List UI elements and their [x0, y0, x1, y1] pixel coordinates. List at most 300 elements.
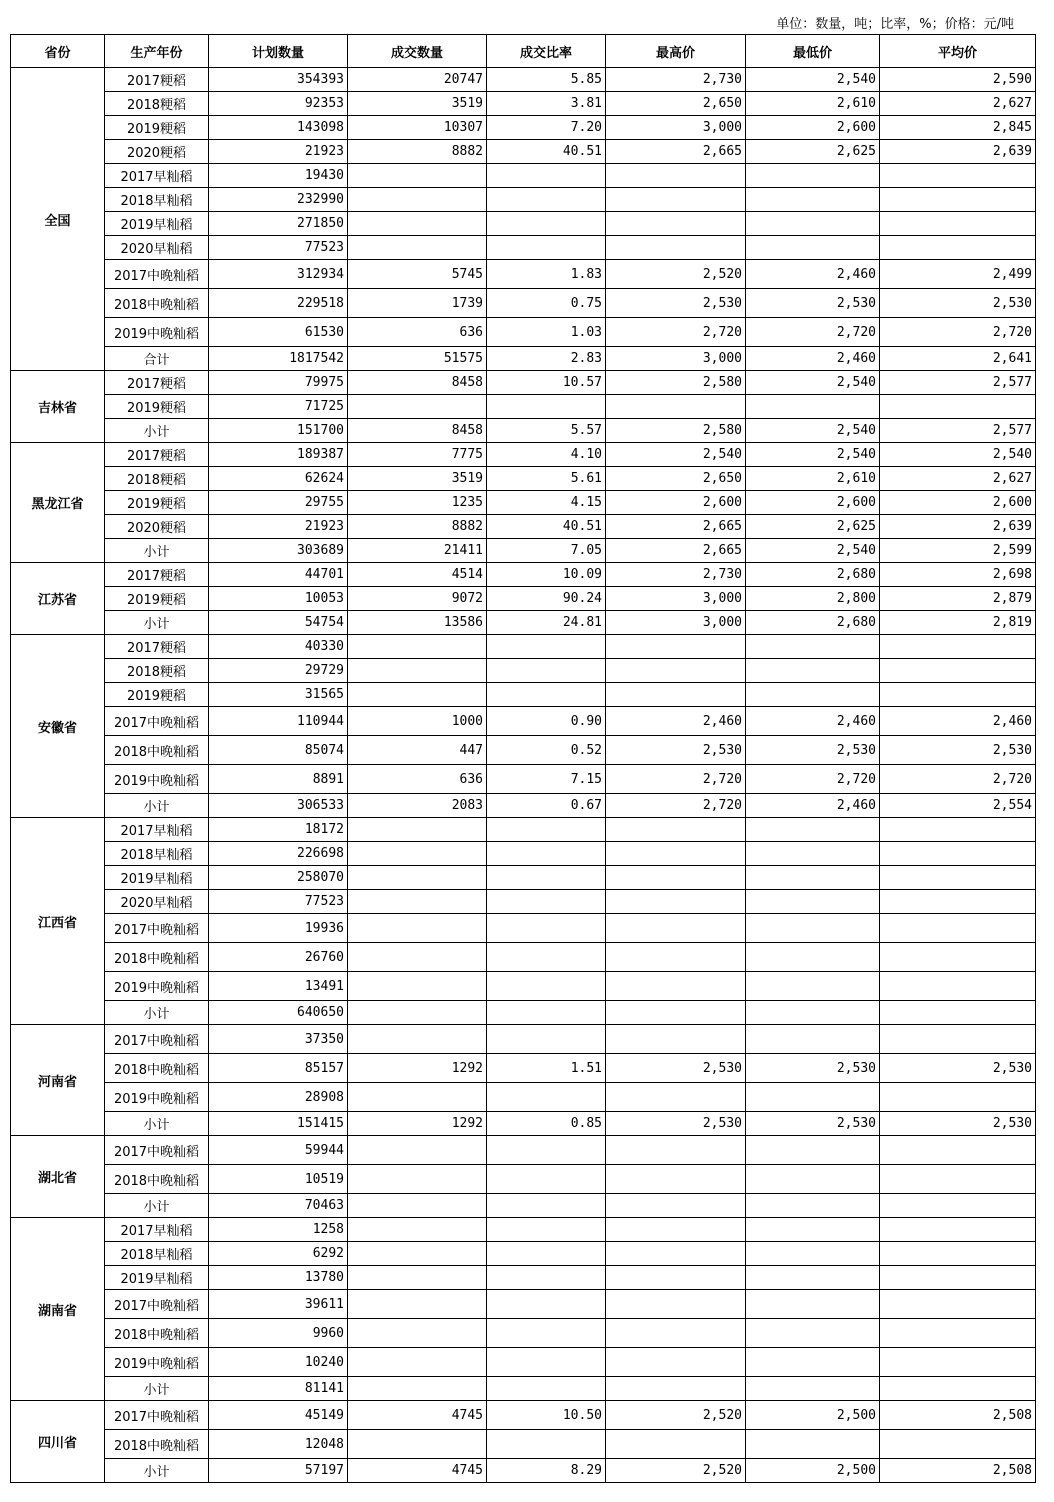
- year-cell: 2018早籼稻: [105, 1242, 209, 1266]
- deal-qty-cell: 1292: [348, 1054, 487, 1083]
- table-row: [11, 491, 1036, 515]
- low-price-cell: 2,460: [746, 794, 880, 818]
- avg-price-cell: [880, 914, 1036, 943]
- deal-qty-cell: 8882: [348, 515, 487, 539]
- high-price-cell: [606, 1348, 746, 1377]
- year-cell: 2017粳稻: [105, 371, 209, 395]
- deal-qty-cell: 8458: [348, 419, 487, 443]
- low-price-cell: [746, 1266, 880, 1290]
- avg-price-cell: 2,627: [880, 467, 1036, 491]
- table-row: [11, 260, 1036, 289]
- high-price-cell: 2,580: [606, 371, 746, 395]
- plan-qty-cell: 79975: [209, 371, 348, 395]
- avg-price-cell: 2,720: [880, 318, 1036, 347]
- table-row: [11, 236, 1036, 260]
- deal-rate-cell: 24.81: [487, 611, 606, 635]
- plan-qty-cell: 54754: [209, 611, 348, 635]
- low-price-cell: 2,540: [746, 443, 880, 467]
- deal-qty-cell: [348, 1001, 487, 1025]
- low-price-cell: [746, 1430, 880, 1459]
- deal-qty-cell: 447: [348, 736, 487, 765]
- rice-auction-table: [10, 34, 1036, 1483]
- plan-qty-cell: 12048: [209, 1430, 348, 1459]
- deal-qty-cell: [348, 1290, 487, 1319]
- low-price-cell: 2,540: [746, 419, 880, 443]
- avg-price-cell: 2,639: [880, 515, 1036, 539]
- low-price-cell: [746, 866, 880, 890]
- table-row: [11, 92, 1036, 116]
- plan-qty-cell: 21923: [209, 140, 348, 164]
- deal-qty-cell: [348, 842, 487, 866]
- deal-qty-cell: [348, 212, 487, 236]
- low-price-cell: [746, 1319, 880, 1348]
- year-cell: 2018粳稻: [105, 659, 209, 683]
- table-row: [11, 842, 1036, 866]
- high-price-cell: 2,580: [606, 419, 746, 443]
- year-cell: 2017粳稻: [105, 443, 209, 467]
- low-price-cell: [746, 659, 880, 683]
- deal-qty-cell: 636: [348, 765, 487, 794]
- header-plan-qty: 计划数量: [209, 35, 348, 68]
- year-cell: 2018早籼稻: [105, 842, 209, 866]
- low-price-cell: 2,610: [746, 467, 880, 491]
- plan-qty-cell: 226698: [209, 842, 348, 866]
- deal-rate-cell: 5.61: [487, 467, 606, 491]
- year-cell: 2018粳稻: [105, 467, 209, 491]
- low-price-cell: 2,500: [746, 1401, 880, 1430]
- deal-rate-cell: [487, 1377, 606, 1401]
- year-cell: 2017粳稻: [105, 563, 209, 587]
- year-cell: 2017中晚籼稻: [105, 1290, 209, 1319]
- deal-rate-cell: 1.51: [487, 1054, 606, 1083]
- high-price-cell: [606, 164, 746, 188]
- deal-rate-cell: [487, 188, 606, 212]
- deal-qty-cell: [348, 818, 487, 842]
- table-row: [11, 318, 1036, 347]
- deal-rate-cell: [487, 395, 606, 419]
- high-price-cell: 3,000: [606, 587, 746, 611]
- avg-price-cell: 2,641: [880, 347, 1036, 371]
- deal-qty-cell: [348, 164, 487, 188]
- avg-price-cell: 2,698: [880, 563, 1036, 587]
- table-row: [11, 1165, 1036, 1194]
- low-price-cell: [746, 635, 880, 659]
- header-avg-price: 平均价: [880, 35, 1036, 68]
- deal-qty-cell: 3519: [348, 467, 487, 491]
- deal-rate-cell: 10.57: [487, 371, 606, 395]
- province-cell: 安徽省: [11, 635, 105, 818]
- deal-qty-cell: 1739: [348, 289, 487, 318]
- avg-price-cell: 2,530: [880, 1112, 1036, 1136]
- header-high-price: 最高价: [606, 35, 746, 68]
- deal-qty-cell: 8458: [348, 371, 487, 395]
- deal-qty-cell: [348, 1165, 487, 1194]
- high-price-cell: 2,720: [606, 765, 746, 794]
- year-cell: 2018中晚籼稻: [105, 1054, 209, 1083]
- high-price-cell: 2,730: [606, 563, 746, 587]
- year-cell: 小计: [105, 1194, 209, 1218]
- table-row: [11, 818, 1036, 842]
- deal-rate-cell: [487, 164, 606, 188]
- high-price-cell: 2,650: [606, 92, 746, 116]
- high-price-cell: [606, 212, 746, 236]
- high-price-cell: 2,530: [606, 736, 746, 765]
- avg-price-cell: 2,845: [880, 116, 1036, 140]
- low-price-cell: [746, 164, 880, 188]
- year-cell: 2019早籼稻: [105, 1266, 209, 1290]
- table-row: [11, 212, 1036, 236]
- table-row: [11, 736, 1036, 765]
- high-price-cell: 2,540: [606, 443, 746, 467]
- high-price-cell: 2,520: [606, 260, 746, 289]
- deal-qty-cell: 13586: [348, 611, 487, 635]
- avg-price-cell: 2,577: [880, 419, 1036, 443]
- avg-price-cell: [880, 395, 1036, 419]
- table-row: [11, 659, 1036, 683]
- low-price-cell: 2,600: [746, 491, 880, 515]
- avg-price-cell: [880, 1025, 1036, 1054]
- deal-rate-cell: [487, 1319, 606, 1348]
- plan-qty-cell: 26760: [209, 943, 348, 972]
- plan-qty-cell: 354393: [209, 68, 348, 92]
- year-cell: 2020早籼稻: [105, 890, 209, 914]
- avg-price-cell: 2,460: [880, 707, 1036, 736]
- high-price-cell: [606, 1165, 746, 1194]
- high-price-cell: 2,730: [606, 68, 746, 92]
- deal-qty-cell: [348, 1319, 487, 1348]
- year-cell: 小计: [105, 794, 209, 818]
- table-row: [11, 943, 1036, 972]
- high-price-cell: [606, 1001, 746, 1025]
- year-cell: 2017早籼稻: [105, 164, 209, 188]
- low-price-cell: [746, 1290, 880, 1319]
- deal-rate-cell: 1.83: [487, 260, 606, 289]
- deal-rate-cell: [487, 1165, 606, 1194]
- avg-price-cell: 2,530: [880, 736, 1036, 765]
- table-row: [11, 972, 1036, 1001]
- plan-qty-cell: 189387: [209, 443, 348, 467]
- table-row: [11, 371, 1036, 395]
- low-price-cell: 2,720: [746, 318, 880, 347]
- year-cell: 2017中晚籼稻: [105, 1025, 209, 1054]
- high-price-cell: [606, 890, 746, 914]
- plan-qty-cell: 19430: [209, 164, 348, 188]
- plan-qty-cell: 19936: [209, 914, 348, 943]
- province-cell: 江西省: [11, 818, 105, 1025]
- deal-qty-cell: [348, 659, 487, 683]
- table-row: [11, 683, 1036, 707]
- avg-price-cell: 2,508: [880, 1459, 1036, 1483]
- low-price-cell: [746, 1194, 880, 1218]
- plan-qty-cell: 81141: [209, 1377, 348, 1401]
- table-row: [11, 1001, 1036, 1025]
- deal-qty-cell: [348, 1266, 487, 1290]
- header-province: 省份: [11, 35, 105, 68]
- avg-price-cell: [880, 1430, 1036, 1459]
- province-cell: 湖南省: [11, 1218, 105, 1401]
- deal-qty-cell: [348, 890, 487, 914]
- high-price-cell: [606, 659, 746, 683]
- deal-qty-cell: [348, 188, 487, 212]
- plan-qty-cell: 10053: [209, 587, 348, 611]
- plan-qty-cell: 45149: [209, 1401, 348, 1430]
- avg-price-cell: [880, 1348, 1036, 1377]
- deal-rate-cell: 0.85: [487, 1112, 606, 1136]
- deal-rate-cell: 0.52: [487, 736, 606, 765]
- deal-rate-cell: 8.29: [487, 1459, 606, 1483]
- plan-qty-cell: 1817542: [209, 347, 348, 371]
- year-cell: 2018粳稻: [105, 92, 209, 116]
- table-row: [11, 1290, 1036, 1319]
- unit-note: 单位：数量，吨；比率，%；价格：元/吨: [776, 17, 1014, 32]
- deal-rate-cell: 40.51: [487, 515, 606, 539]
- deal-rate-cell: 3.81: [487, 92, 606, 116]
- table-row: [11, 419, 1036, 443]
- high-price-cell: 2,530: [606, 289, 746, 318]
- plan-qty-cell: 6292: [209, 1242, 348, 1266]
- header-deal-rate: 成交比率: [487, 35, 606, 68]
- low-price-cell: 2,800: [746, 587, 880, 611]
- low-price-cell: [746, 1165, 880, 1194]
- deal-qty-cell: 1000: [348, 707, 487, 736]
- avg-price-cell: 2,879: [880, 587, 1036, 611]
- year-cell: 2017中晚籼稻: [105, 260, 209, 289]
- high-price-cell: 2,720: [606, 794, 746, 818]
- year-cell: 2020早籼稻: [105, 236, 209, 260]
- table-row: [11, 140, 1036, 164]
- plan-qty-cell: 640650: [209, 1001, 348, 1025]
- province-cell: 四川省: [11, 1401, 105, 1483]
- low-price-cell: [746, 1001, 880, 1025]
- table-row: [11, 866, 1036, 890]
- deal-rate-cell: 4.10: [487, 443, 606, 467]
- low-price-cell: [746, 1136, 880, 1165]
- table-row: [11, 164, 1036, 188]
- year-cell: 2018中晚籼稻: [105, 1165, 209, 1194]
- low-price-cell: [746, 842, 880, 866]
- header-low-price: 最低价: [746, 35, 880, 68]
- table-row: [11, 890, 1036, 914]
- avg-price-cell: [880, 1218, 1036, 1242]
- year-cell: 2019早籼稻: [105, 866, 209, 890]
- plan-qty-cell: 8891: [209, 765, 348, 794]
- deal-qty-cell: 9072: [348, 587, 487, 611]
- avg-price-cell: 2,540: [880, 443, 1036, 467]
- year-cell: 小计: [105, 1377, 209, 1401]
- plan-qty-cell: 21923: [209, 515, 348, 539]
- deal-rate-cell: 4.15: [487, 491, 606, 515]
- high-price-cell: 3,000: [606, 611, 746, 635]
- deal-qty-cell: 8882: [348, 140, 487, 164]
- deal-qty-cell: [348, 1218, 487, 1242]
- deal-qty-cell: [348, 1377, 487, 1401]
- year-cell: 2017早籼稻: [105, 1218, 209, 1242]
- high-price-cell: [606, 236, 746, 260]
- deal-rate-cell: [487, 1025, 606, 1054]
- avg-price-cell: [880, 1001, 1036, 1025]
- high-price-cell: 2,520: [606, 1401, 746, 1430]
- low-price-cell: 2,460: [746, 347, 880, 371]
- avg-price-cell: 2,599: [880, 539, 1036, 563]
- header-row: [11, 35, 1036, 68]
- deal-qty-cell: [348, 1194, 487, 1218]
- deal-rate-cell: [487, 1083, 606, 1112]
- deal-qty-cell: 4745: [348, 1401, 487, 1430]
- low-price-cell: [746, 914, 880, 943]
- plan-qty-cell: 62624: [209, 467, 348, 491]
- year-cell: 2017中晚籼稻: [105, 1401, 209, 1430]
- high-price-cell: [606, 972, 746, 1001]
- deal-rate-cell: 0.75: [487, 289, 606, 318]
- low-price-cell: 2,680: [746, 563, 880, 587]
- avg-price-cell: 2,720: [880, 765, 1036, 794]
- table-row: [11, 611, 1036, 635]
- table-row: [11, 635, 1036, 659]
- table-row: [11, 395, 1036, 419]
- year-cell: 2018中晚籼稻: [105, 1430, 209, 1459]
- plan-qty-cell: 40330: [209, 635, 348, 659]
- table-row: [11, 1430, 1036, 1459]
- deal-qty-cell: [348, 866, 487, 890]
- deal-qty-cell: [348, 236, 487, 260]
- table-row: [11, 289, 1036, 318]
- table-row: [11, 1025, 1036, 1054]
- deal-rate-cell: [487, 943, 606, 972]
- plan-qty-cell: 92353: [209, 92, 348, 116]
- year-cell: 2020粳稻: [105, 515, 209, 539]
- low-price-cell: 2,540: [746, 371, 880, 395]
- table-row: [11, 1218, 1036, 1242]
- deal-rate-cell: [487, 212, 606, 236]
- plan-qty-cell: 306533: [209, 794, 348, 818]
- avg-price-cell: 2,627: [880, 92, 1036, 116]
- table-row: [11, 587, 1036, 611]
- high-price-cell: [606, 866, 746, 890]
- year-cell: 小计: [105, 1112, 209, 1136]
- plan-qty-cell: 85074: [209, 736, 348, 765]
- plan-qty-cell: 10519: [209, 1165, 348, 1194]
- low-price-cell: 2,460: [746, 707, 880, 736]
- deal-qty-cell: 4745: [348, 1459, 487, 1483]
- deal-qty-cell: 2083: [348, 794, 487, 818]
- avg-price-cell: [880, 866, 1036, 890]
- deal-rate-cell: 7.15: [487, 765, 606, 794]
- avg-price-cell: [880, 1319, 1036, 1348]
- year-cell: 2018中晚籼稻: [105, 736, 209, 765]
- deal-rate-cell: [487, 1242, 606, 1266]
- high-price-cell: 2,665: [606, 515, 746, 539]
- plan-qty-cell: 258070: [209, 866, 348, 890]
- plan-qty-cell: 85157: [209, 1054, 348, 1083]
- low-price-cell: 2,680: [746, 611, 880, 635]
- avg-price-cell: 2,508: [880, 1401, 1036, 1430]
- low-price-cell: 2,500: [746, 1459, 880, 1483]
- high-price-cell: [606, 1242, 746, 1266]
- plan-qty-cell: 151415: [209, 1112, 348, 1136]
- table-body: [11, 68, 1036, 1483]
- high-price-cell: [606, 188, 746, 212]
- plan-qty-cell: 110944: [209, 707, 348, 736]
- plan-qty-cell: 59944: [209, 1136, 348, 1165]
- low-price-cell: [746, 818, 880, 842]
- low-price-cell: 2,530: [746, 1054, 880, 1083]
- avg-price-cell: [880, 683, 1036, 707]
- table-row: [11, 1348, 1036, 1377]
- avg-price-cell: 2,554: [880, 794, 1036, 818]
- deal-rate-cell: [487, 683, 606, 707]
- deal-qty-cell: [348, 1025, 487, 1054]
- year-cell: 2019粳稻: [105, 116, 209, 140]
- deal-rate-cell: [487, 1348, 606, 1377]
- deal-rate-cell: [487, 1194, 606, 1218]
- table-row: [11, 467, 1036, 491]
- avg-price-cell: [880, 972, 1036, 1001]
- table-row: [11, 1242, 1036, 1266]
- table-row: [11, 563, 1036, 587]
- table-row: [11, 347, 1036, 371]
- plan-qty-cell: 29729: [209, 659, 348, 683]
- deal-rate-cell: [487, 1136, 606, 1165]
- avg-price-cell: [880, 1194, 1036, 1218]
- avg-price-cell: [880, 890, 1036, 914]
- plan-qty-cell: 39611: [209, 1290, 348, 1319]
- table-row: [11, 1319, 1036, 1348]
- table-row: [11, 1401, 1036, 1430]
- deal-rate-cell: 7.20: [487, 116, 606, 140]
- deal-qty-cell: 51575: [348, 347, 487, 371]
- avg-price-cell: 2,577: [880, 371, 1036, 395]
- deal-rate-cell: [487, 1001, 606, 1025]
- high-price-cell: [606, 395, 746, 419]
- low-price-cell: 2,530: [746, 1112, 880, 1136]
- plan-qty-cell: 1258: [209, 1218, 348, 1242]
- deal-rate-cell: [487, 914, 606, 943]
- year-cell: 2018早籼稻: [105, 188, 209, 212]
- avg-price-cell: [880, 943, 1036, 972]
- year-cell: 小计: [105, 1001, 209, 1025]
- avg-price-cell: [880, 1266, 1036, 1290]
- year-cell: 2019中晚籼稻: [105, 972, 209, 1001]
- low-price-cell: 2,530: [746, 736, 880, 765]
- high-price-cell: [606, 683, 746, 707]
- deal-rate-cell: [487, 1290, 606, 1319]
- deal-qty-cell: [348, 395, 487, 419]
- plan-qty-cell: 18172: [209, 818, 348, 842]
- high-price-cell: [606, 1266, 746, 1290]
- avg-price-cell: [880, 188, 1036, 212]
- avg-price-cell: [880, 1377, 1036, 1401]
- avg-price-cell: [880, 1242, 1036, 1266]
- year-cell: 2019粳稻: [105, 395, 209, 419]
- avg-price-cell: 2,530: [880, 1054, 1036, 1083]
- year-cell: 2019粳稻: [105, 491, 209, 515]
- province-cell: 湖北省: [11, 1136, 105, 1218]
- high-price-cell: [606, 1377, 746, 1401]
- high-price-cell: 2,530: [606, 1054, 746, 1083]
- deal-rate-cell: 2.83: [487, 347, 606, 371]
- deal-rate-cell: [487, 635, 606, 659]
- table-row: [11, 1377, 1036, 1401]
- plan-qty-cell: 9960: [209, 1319, 348, 1348]
- plan-qty-cell: 29755: [209, 491, 348, 515]
- low-price-cell: 2,540: [746, 539, 880, 563]
- avg-price-cell: [880, 1083, 1036, 1112]
- table-row: [11, 1083, 1036, 1112]
- low-price-cell: [746, 890, 880, 914]
- low-price-cell: [746, 1377, 880, 1401]
- deal-qty-cell: 4514: [348, 563, 487, 587]
- high-price-cell: [606, 842, 746, 866]
